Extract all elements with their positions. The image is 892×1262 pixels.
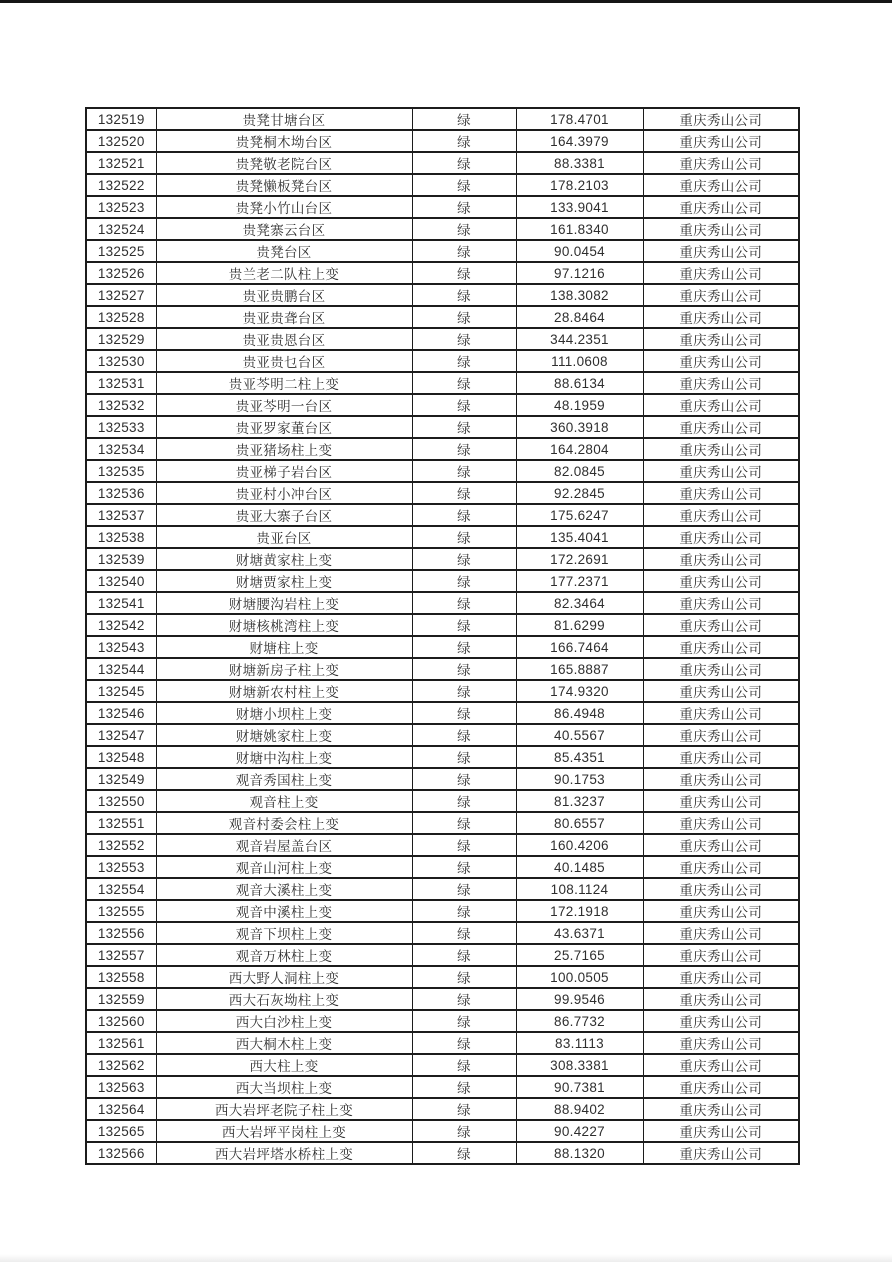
- table-row: [86, 262, 799, 284]
- cell-id: 132566: [86, 1142, 156, 1164]
- cell-value: 81.3237: [516, 790, 643, 812]
- cell-company: 重庆秀山公司: [643, 680, 799, 702]
- cell-status: 绿: [412, 372, 516, 394]
- cell-name: 贵凳寨云台区: [156, 218, 412, 240]
- cell-value: 175.6247: [516, 504, 643, 526]
- cell-status: 绿: [412, 592, 516, 614]
- table-row: [86, 196, 799, 218]
- cell-name: 观音秀国柱上变: [156, 768, 412, 790]
- table-row: [86, 394, 799, 416]
- cell-value: 178.4701: [516, 108, 643, 130]
- cell-company: 重庆秀山公司: [643, 438, 799, 460]
- cell-name: 财塘中沟柱上变: [156, 746, 412, 768]
- cell-id: 132525: [86, 240, 156, 262]
- page-top-edge-strip: [0, 0, 892, 3]
- table-row: [86, 438, 799, 460]
- table-row: [86, 746, 799, 768]
- cell-id: 132547: [86, 724, 156, 746]
- cell-company: 重庆秀山公司: [643, 636, 799, 658]
- cell-company: 重庆秀山公司: [643, 966, 799, 988]
- cell-id: 132561: [86, 1032, 156, 1054]
- cell-company: 重庆秀山公司: [643, 262, 799, 284]
- cell-name: 观音村委会柱上变: [156, 812, 412, 834]
- cell-status: 绿: [412, 460, 516, 482]
- cell-name: 财塘小坝柱上变: [156, 702, 412, 724]
- cell-name: 观音柱上变: [156, 790, 412, 812]
- cell-name: 贵凳甘塘台区: [156, 108, 412, 130]
- cell-name: 贵凳台区: [156, 240, 412, 262]
- table-row: [86, 614, 799, 636]
- cell-status: 绿: [412, 878, 516, 900]
- table-row: [86, 460, 799, 482]
- cell-status: 绿: [412, 834, 516, 856]
- cell-company: 重庆秀山公司: [643, 790, 799, 812]
- cell-status: 绿: [412, 130, 516, 152]
- cell-value: 92.2845: [516, 482, 643, 504]
- cell-name: 西大岩坪老院子柱上变: [156, 1098, 412, 1120]
- cell-id: 132523: [86, 196, 156, 218]
- cell-name: 贵亚梯子岩台区: [156, 460, 412, 482]
- cell-name: 西大当坝柱上变: [156, 1076, 412, 1098]
- table-row: [86, 306, 799, 328]
- cell-id: 132548: [86, 746, 156, 768]
- cell-value: 28.8464: [516, 306, 643, 328]
- table-row: [86, 988, 799, 1010]
- cell-id: 132563: [86, 1076, 156, 1098]
- table-row: [86, 1120, 799, 1142]
- cell-name: 西大岩坪平岗柱上变: [156, 1120, 412, 1142]
- cell-name: 观音下坝柱上变: [156, 922, 412, 944]
- table-row: [86, 218, 799, 240]
- cell-name: 观音大溪柱上变: [156, 878, 412, 900]
- cell-value: 166.7464: [516, 636, 643, 658]
- cell-company: 重庆秀山公司: [643, 460, 799, 482]
- cell-name: 贵凳懒板凳台区: [156, 174, 412, 196]
- cell-value: 360.3918: [516, 416, 643, 438]
- table-row: [86, 592, 799, 614]
- cell-name: 观音山河柱上变: [156, 856, 412, 878]
- cell-status: 绿: [412, 108, 516, 130]
- cell-company: 重庆秀山公司: [643, 724, 799, 746]
- cell-name: 西大石灰坳柱上变: [156, 988, 412, 1010]
- cell-value: 86.4948: [516, 702, 643, 724]
- table-row: [86, 416, 799, 438]
- cell-id: 132536: [86, 482, 156, 504]
- cell-company: 重庆秀山公司: [643, 328, 799, 350]
- cell-value: 88.6134: [516, 372, 643, 394]
- cell-name: 观音岩屋盖台区: [156, 834, 412, 856]
- table-row: [86, 944, 799, 966]
- cell-name: 财塘姚家柱上变: [156, 724, 412, 746]
- table-row: [86, 1010, 799, 1032]
- table-row: [86, 658, 799, 680]
- cell-id: 132538: [86, 526, 156, 548]
- cell-id: 132526: [86, 262, 156, 284]
- cell-status: 绿: [412, 702, 516, 724]
- cell-company: 重庆秀山公司: [643, 306, 799, 328]
- cell-id: 132531: [86, 372, 156, 394]
- cell-name: 财塘柱上变: [156, 636, 412, 658]
- cell-value: 164.2804: [516, 438, 643, 460]
- table-row: [86, 1076, 799, 1098]
- cell-id: 132540: [86, 570, 156, 592]
- table-row: [86, 1054, 799, 1076]
- cell-value: 43.6371: [516, 922, 643, 944]
- table-row: [86, 284, 799, 306]
- cell-status: 绿: [412, 658, 516, 680]
- cell-name: 观音中溪柱上变: [156, 900, 412, 922]
- table-row: [86, 482, 799, 504]
- table-row: [86, 570, 799, 592]
- cell-value: 86.7732: [516, 1010, 643, 1032]
- table-row: [86, 812, 799, 834]
- cell-status: 绿: [412, 724, 516, 746]
- cell-name: 贵亚芩明一台区: [156, 394, 412, 416]
- cell-status: 绿: [412, 746, 516, 768]
- cell-name: 贵凳小竹山台区: [156, 196, 412, 218]
- cell-company: 重庆秀山公司: [643, 944, 799, 966]
- cell-status: 绿: [412, 900, 516, 922]
- table-body: [86, 108, 799, 1164]
- cell-company: 重庆秀山公司: [643, 196, 799, 218]
- cell-company: 重庆秀山公司: [643, 768, 799, 790]
- cell-name: 贵亚大寨子台区: [156, 504, 412, 526]
- cell-id: 132555: [86, 900, 156, 922]
- cell-company: 重庆秀山公司: [643, 856, 799, 878]
- cell-value: 83.1113: [516, 1032, 643, 1054]
- cell-id: 132522: [86, 174, 156, 196]
- table-row: [86, 856, 799, 878]
- cell-id: 132541: [86, 592, 156, 614]
- cell-company: 重庆秀山公司: [643, 878, 799, 900]
- cell-name: 贵兰老二队柱上变: [156, 262, 412, 284]
- table-row: [86, 152, 799, 174]
- cell-company: 重庆秀山公司: [643, 1054, 799, 1076]
- cell-status: 绿: [412, 1098, 516, 1120]
- table-row: [86, 724, 799, 746]
- cell-value: 85.4351: [516, 746, 643, 768]
- cell-value: 111.0608: [516, 350, 643, 372]
- cell-company: 重庆秀山公司: [643, 218, 799, 240]
- cell-name: 贵亚罗家董台区: [156, 416, 412, 438]
- cell-id: 132552: [86, 834, 156, 856]
- cell-value: 82.3464: [516, 592, 643, 614]
- cell-value: 165.8887: [516, 658, 643, 680]
- cell-name: 贵亚贵鹏台区: [156, 284, 412, 306]
- cell-status: 绿: [412, 548, 516, 570]
- cell-id: 132550: [86, 790, 156, 812]
- cell-value: 108.1124: [516, 878, 643, 900]
- cell-company: 重庆秀山公司: [643, 1076, 799, 1098]
- cell-value: 90.7381: [516, 1076, 643, 1098]
- cell-status: 绿: [412, 350, 516, 372]
- cell-name: 财塘新房子柱上变: [156, 658, 412, 680]
- table-row: [86, 966, 799, 988]
- cell-status: 绿: [412, 988, 516, 1010]
- cell-id: 132539: [86, 548, 156, 570]
- table-row: [86, 526, 799, 548]
- cell-status: 绿: [412, 438, 516, 460]
- cell-name: 贵亚贵乜台区: [156, 350, 412, 372]
- cell-company: 重庆秀山公司: [643, 746, 799, 768]
- cell-value: 308.3381: [516, 1054, 643, 1076]
- cell-value: 174.9320: [516, 680, 643, 702]
- cell-value: 135.4041: [516, 526, 643, 548]
- cell-value: 88.3381: [516, 152, 643, 174]
- cell-id: 132524: [86, 218, 156, 240]
- cell-id: 132533: [86, 416, 156, 438]
- cell-id: 132558: [86, 966, 156, 988]
- cell-status: 绿: [412, 812, 516, 834]
- table-row: [86, 768, 799, 790]
- cell-company: 重庆秀山公司: [643, 988, 799, 1010]
- cell-name: 西大柱上变: [156, 1054, 412, 1076]
- cell-id: 132529: [86, 328, 156, 350]
- cell-company: 重庆秀山公司: [643, 1010, 799, 1032]
- cell-status: 绿: [412, 614, 516, 636]
- cell-status: 绿: [412, 944, 516, 966]
- cell-id: 132560: [86, 1010, 156, 1032]
- cell-status: 绿: [412, 196, 516, 218]
- cell-value: 178.2103: [516, 174, 643, 196]
- cell-company: 重庆秀山公司: [643, 834, 799, 856]
- cell-company: 重庆秀山公司: [643, 812, 799, 834]
- table-row: [86, 1142, 799, 1164]
- cell-company: 重庆秀山公司: [643, 1032, 799, 1054]
- cell-id: 132520: [86, 130, 156, 152]
- cell-name: 贵亚贵恩台区: [156, 328, 412, 350]
- cell-name: 贵亚台区: [156, 526, 412, 548]
- cell-company: 重庆秀山公司: [643, 1098, 799, 1120]
- cell-value: 48.1959: [516, 394, 643, 416]
- cell-id: 132527: [86, 284, 156, 306]
- cell-value: 88.1320: [516, 1142, 643, 1164]
- cell-company: 重庆秀山公司: [643, 416, 799, 438]
- cell-name: 贵凳敬老院台区: [156, 152, 412, 174]
- cell-name: 贵凳桐木坳台区: [156, 130, 412, 152]
- cell-value: 161.8340: [516, 218, 643, 240]
- cell-id: 132551: [86, 812, 156, 834]
- cell-value: 82.0845: [516, 460, 643, 482]
- cell-company: 重庆秀山公司: [643, 702, 799, 724]
- cell-value: 133.9041: [516, 196, 643, 218]
- cell-name: 财塘核桃湾柱上变: [156, 614, 412, 636]
- cell-status: 绿: [412, 1054, 516, 1076]
- cell-name: 财塘新农村柱上变: [156, 680, 412, 702]
- table-row: [86, 108, 799, 130]
- station-readings-table: [85, 107, 800, 1165]
- table-row: [86, 680, 799, 702]
- cell-company: 重庆秀山公司: [643, 130, 799, 152]
- table-row: [86, 174, 799, 196]
- cell-status: 绿: [412, 416, 516, 438]
- table-row: [86, 702, 799, 724]
- cell-company: 重庆秀山公司: [643, 372, 799, 394]
- cell-company: 重庆秀山公司: [643, 900, 799, 922]
- cell-company: 重庆秀山公司: [643, 614, 799, 636]
- cell-name: 贵亚猪场柱上变: [156, 438, 412, 460]
- cell-company: 重庆秀山公司: [643, 482, 799, 504]
- cell-id: 132534: [86, 438, 156, 460]
- cell-status: 绿: [412, 1076, 516, 1098]
- cell-value: 80.6557: [516, 812, 643, 834]
- table-row: [86, 1098, 799, 1120]
- cell-value: 99.9546: [516, 988, 643, 1010]
- cell-name: 观音万林柱上变: [156, 944, 412, 966]
- cell-id: 132562: [86, 1054, 156, 1076]
- cell-status: 绿: [412, 922, 516, 944]
- cell-status: 绿: [412, 482, 516, 504]
- cell-value: 40.5567: [516, 724, 643, 746]
- cell-company: 重庆秀山公司: [643, 570, 799, 592]
- cell-id: 132521: [86, 152, 156, 174]
- cell-id: 132553: [86, 856, 156, 878]
- cell-company: 重庆秀山公司: [643, 504, 799, 526]
- cell-name: 西大野人洞柱上变: [156, 966, 412, 988]
- table-row: [86, 504, 799, 526]
- cell-company: 重庆秀山公司: [643, 152, 799, 174]
- cell-name: 贵亚芩明二柱上变: [156, 372, 412, 394]
- cell-status: 绿: [412, 966, 516, 988]
- cell-company: 重庆秀山公司: [643, 394, 799, 416]
- cell-company: 重庆秀山公司: [679, 1147, 763, 1162]
- cell-id: 132542: [86, 614, 156, 636]
- cell-id: 132532: [86, 394, 156, 416]
- cell-value: 90.4227: [516, 1120, 643, 1142]
- cell-status: 绿: [412, 306, 516, 328]
- cell-id: 132564: [86, 1098, 156, 1120]
- cell-id: 132535: [86, 460, 156, 482]
- cell-status: 绿: [412, 570, 516, 592]
- cell-id: 132545: [86, 680, 156, 702]
- cell-value: 97.1216: [516, 262, 643, 284]
- table-row: [86, 900, 799, 922]
- cell-status: 绿: [412, 768, 516, 790]
- table-row: [86, 328, 799, 350]
- table-row: [86, 548, 799, 570]
- cell-status: 绿: [412, 262, 516, 284]
- table-row: [86, 350, 799, 372]
- cell-name: 西大岩坪塔水桥柱上变: [156, 1142, 412, 1164]
- cell-status: 绿: [412, 504, 516, 526]
- cell-company: 重庆秀山公司: [643, 592, 799, 614]
- cell-company: 重庆秀山公司: [643, 658, 799, 680]
- table-row: [86, 790, 799, 812]
- page-bottom-edge: [0, 1254, 892, 1262]
- cell-value: 172.1918: [516, 900, 643, 922]
- cell-status: 绿: [412, 284, 516, 306]
- cell-id: 132519: [86, 108, 156, 130]
- cell-id: 132528: [86, 306, 156, 328]
- cell-status: 绿: [412, 328, 516, 350]
- cell-id: 132546: [86, 702, 156, 724]
- cell-company: 重庆秀山公司: [643, 174, 799, 196]
- cell-id: 132544: [86, 658, 156, 680]
- cell-status: 绿: [412, 856, 516, 878]
- cell-status: 绿: [412, 240, 516, 262]
- cell-id: 132556: [86, 922, 156, 944]
- cell-company: 重庆秀山公司: [643, 284, 799, 306]
- cell-id: 132549: [86, 768, 156, 790]
- cell-name: 财塘腰沟岩柱上变: [156, 592, 412, 614]
- cell-value: 88.9402: [516, 1098, 643, 1120]
- cell-value: 90.0454: [516, 240, 643, 262]
- cell-company: 重庆秀山公司: [643, 922, 799, 944]
- table-row: [86, 130, 799, 152]
- cell-id: 132559: [86, 988, 156, 1010]
- table-row: [86, 922, 799, 944]
- table-row: [86, 636, 799, 658]
- cell-value: 25.7165: [516, 944, 643, 966]
- cell-name: 财塘黄家柱上变: [156, 548, 412, 570]
- cell-value: 138.3082: [516, 284, 643, 306]
- cell-status: 绿: [412, 1010, 516, 1032]
- cell-status: 绿: [412, 394, 516, 416]
- table-row: [86, 240, 799, 262]
- cell-value: 160.4206: [516, 834, 643, 856]
- cell-id: 132554: [86, 878, 156, 900]
- cell-name: 财塘贾家柱上变: [156, 570, 412, 592]
- cell-company: 重庆秀山公司: [643, 526, 799, 548]
- cell-name: 西大白沙柱上变: [156, 1010, 412, 1032]
- cell-status: 绿: [412, 174, 516, 196]
- cell-company: 重庆秀山公司: [643, 350, 799, 372]
- cell-value: 81.6299: [516, 614, 643, 636]
- cell-name: 贵亚村小冲台区: [156, 482, 412, 504]
- cell-company: 重庆秀山公司: [643, 240, 799, 262]
- cell-value: 172.2691: [516, 548, 643, 570]
- table-row: [86, 1032, 799, 1054]
- cell-name: 西大桐木柱上变: [156, 1032, 412, 1054]
- table-row: [86, 372, 799, 394]
- cell-id: 132537: [86, 504, 156, 526]
- cell-id: 132557: [86, 944, 156, 966]
- cell-status: 绿: [412, 1120, 516, 1142]
- cell-name: 贵亚贵聋台区: [156, 306, 412, 328]
- cell-value: 40.1485: [516, 856, 643, 878]
- table-row: [86, 834, 799, 856]
- cell-id: 132565: [86, 1120, 156, 1142]
- cell-id: 132530: [86, 350, 156, 372]
- cell-value: 100.0505: [516, 966, 643, 988]
- cell-company: 重庆秀山公司: [643, 108, 799, 130]
- cell-company: 重庆秀山公司: [643, 1120, 799, 1142]
- table-row: [86, 878, 799, 900]
- cell-status: 绿: [412, 1142, 516, 1164]
- cell-company: 重庆秀山公司: [643, 548, 799, 570]
- cell-value: 344.2351: [516, 328, 643, 350]
- cell-id: 132543: [86, 636, 156, 658]
- cell-status: 绿: [412, 636, 516, 658]
- cell-status: 绿: [412, 526, 516, 548]
- cell-value: 164.3979: [516, 130, 643, 152]
- cell-status: 绿: [412, 152, 516, 174]
- cell-status: 绿: [412, 1032, 516, 1054]
- cell-value: 90.1753: [516, 768, 643, 790]
- cell-value: 177.2371: [516, 570, 643, 592]
- cell-status: 绿: [412, 790, 516, 812]
- cell-status: 绿: [412, 680, 516, 702]
- cell-status: 绿: [412, 218, 516, 240]
